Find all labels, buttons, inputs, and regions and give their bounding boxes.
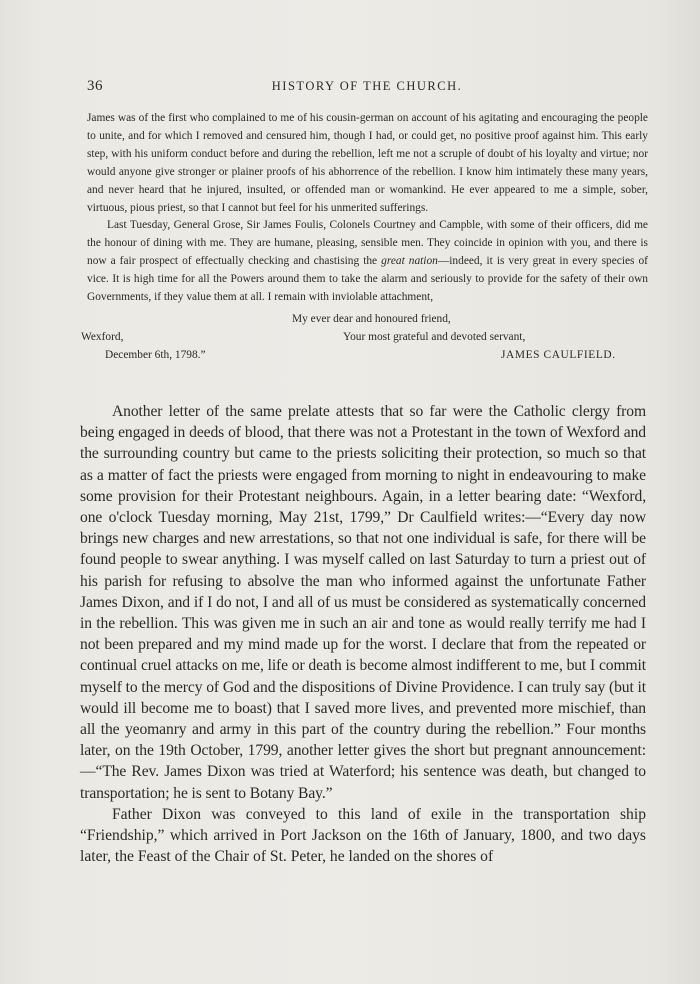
letter-place: Wexford, [81, 330, 124, 343]
letter-sign-row-2 [87, 347, 648, 365]
letter-italic-phrase: great nation [381, 255, 438, 268]
letter-paragraph-1: James was of the first who complained to me of his cousin-german on account of his agitating and encouraging the people to unite, and for which I removed and censured him, though I had, or could get, no positive proof against him. This early step, with his uniform conduct before and during the rebellion, left me not a scruple of doubt of his loyalty and virtue; nor would anyone give stronger or plainer proofs of his abhorrence of the rebellion. I know him intimately these many years, and never heard that he injured, insulted, or offended man or womankind. He ever appeared to me a simple, sober, virtuous, pious priest, so that I cannot but feel for his unmerited sufferings. [87, 112, 648, 214]
quoted-letter [81, 110, 648, 365]
body-text [80, 401, 646, 867]
letter-valediction: Your most grateful and devoted servant, [343, 330, 526, 343]
running-title: HISTORY OF THE CHURCH. [271, 79, 463, 93]
letter-paragraph-2-text-b: —indeed, it is very great in every species of vice. It is high time for all the Powers around them to take the alarm and seriously to provide for the safety of their own Governments, if they value them at all. I remain with inviolable attachment, [87, 255, 648, 304]
letter-paragraph-2 [87, 217, 648, 307]
letter-signature: JAMES CAULFIELD. [501, 348, 616, 361]
letter-salutation: My ever dear and honoured friend, [292, 312, 451, 325]
letter-date: December 6th, 1798.” [105, 348, 206, 361]
letter-sign-row-1 [81, 329, 648, 347]
page-number: 36 [87, 78, 103, 94]
body-paragraph-1: Another letter of the same prelate attests that so far were the Catholic clergy from being engaged in deeds of blood, that there was not a Protestant in the town of Wexford and the surrounding country but came to the priests soliciting their protection, so much so that as a matter of fact the priests were engaged from morning to night in endeavouring to make some provision for their Protestant neighbours. Again, in a letter bearing date: “Wexford, one o'clock Tuesday morning, May 21st, 1799,” Dr Caulfield writes:—“Every day now brings new charges and new arrestations, so that not one individual is safe, for there will be found people to swear anything. I was myself called on last Saturday to turn a priest out of his parish for refusing to absolve the man who informed against the unfortunate Father James Dixon, and if I do not, I and all of us must be considered as systematically concerned in the rebellion. This was given me in such an air and tone as would really terrify me had I not been prepared and my mind made up for the worst. I declare that from the repeated or continual cruel attacks on me, life or death is become almost indifferent to me, but I commit myself to the mercy of God and the dispositions of Divine Providence. I can truly say (but it would ill become me to boast) that I saved more lives, and prevented more mischief, than all the yeomanry and army in this part of the country during the rebellion.” Four months later, on the 19th October, 1799, another letter gives the short but pregnant announcement:—“The Rev. James Dixon was tried at Waterford; his sentence was death, but changed to transportation; he is sent to Botany Bay.” [80, 403, 646, 802]
body-paragraph-2: Father Dixon was conveyed to this land of exile in the transportation ship “Friendship,” which arrived in Port Jackson on the 16th of January, 1800, and two days later, the Feast of the Chair of St. Peter, he landed on the shores of [80, 805, 646, 866]
running-head [87, 78, 647, 98]
letter-paragraph-2-text-a: Last Tuesday, General Grose, Sir James Foulis, Colonels Courtney and Campble, with some of their officers, did me the honour of dining with me. They are humane, pleasing, sensible men. They coincide in opinion with you, and there is now a fair prospect of effectually checking and chastising the [87, 219, 648, 268]
